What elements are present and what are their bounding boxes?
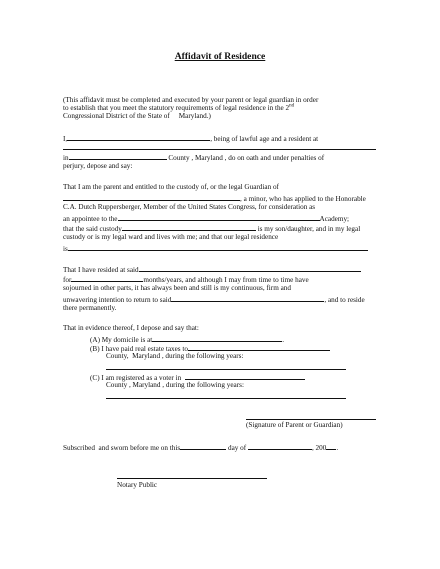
- item-a-suffix: .: [282, 336, 285, 344]
- item-b-prefix: (B) I have paid real estate taxes to: [90, 345, 188, 353]
- intro-line-3b: Maryland.): [178, 112, 211, 120]
- para2-line-6: custody or is my legal ward and lives with me; and that our legal residence: [63, 233, 279, 241]
- para3-l4-prefix: unwavering intention to return to said: [63, 296, 172, 304]
- custody-name-field[interactable]: [122, 223, 256, 231]
- para2-l5-suffix: is my son/daughter, and in my legal: [257, 225, 361, 233]
- tax-county-field[interactable]: [188, 343, 330, 351]
- item-c-sub: County , Maryland , during the following years:: [106, 381, 244, 389]
- para1-line-1: [63, 133, 318, 145]
- signature-field[interactable]: [246, 419, 376, 420]
- duration-field[interactable]: [71, 274, 143, 282]
- para2-l7-prefix: is: [63, 245, 68, 253]
- para2-l2-suffix: , a minor, who has applied to the Honorable: [240, 195, 366, 203]
- para1-line-3: perjury, depose and say:: [63, 162, 133, 170]
- sworn-middle: day of: [227, 444, 247, 452]
- sworn-end: .: [336, 444, 339, 452]
- page-title: Affidavit of Residence: [174, 51, 266, 62]
- para3-l2-prefix: for: [63, 276, 72, 284]
- para2-line-1: That I am the parent and entitled to the custody of, or the legal Guardian of: [63, 183, 279, 191]
- para1-l1-prefix: I,: [63, 135, 68, 143]
- year-field[interactable]: [326, 442, 339, 452]
- para4-line-1: That in evidence thereof, I depose and say that:: [63, 324, 199, 332]
- signature-label: (Signature of Parent or Guardian): [246, 421, 343, 429]
- para2-l5-prefix: that the said custody: [63, 225, 122, 233]
- county-field[interactable]: [69, 152, 167, 160]
- intro-line-2-text: to establish that you meet the statutory requirements of legal residence in the 2: [63, 104, 290, 112]
- intro-line-1: (This affidavit must be completed and executed by your parent or legal guardian in order: [63, 96, 319, 104]
- resided-at-field[interactable]: [139, 264, 361, 272]
- notary-signature-field[interactable]: [117, 478, 267, 479]
- sworn-line: [63, 442, 338, 454]
- tax-years-field[interactable]: [106, 369, 346, 370]
- sworn-prefix: Subscribed and sworn before me on this: [63, 444, 181, 452]
- para1-l2-prefix: in: [63, 154, 69, 162]
- para1-l1-suffix: , being of lawful age and a resident at: [210, 135, 319, 143]
- para1-l2-suffix: County , Maryland , do on oath and under penalties of: [168, 154, 325, 162]
- voter-years-field[interactable]: [106, 398, 346, 399]
- residence-field[interactable]: [68, 243, 368, 251]
- intro-line-3a: Congressional District of the State of: [63, 112, 170, 120]
- return-place-field[interactable]: [171, 294, 324, 302]
- para2-l4-suffix: Academy;: [319, 215, 350, 223]
- academy-field[interactable]: [118, 213, 320, 221]
- para2-l4-prefix: an appointee to the: [63, 215, 118, 223]
- para3-l1-prefix: That I have resided at said: [63, 266, 139, 274]
- para3-l4-suffix: , and to reside: [324, 296, 365, 304]
- sworn-suffix: , 200: [311, 444, 327, 452]
- intro-line-2-sup: nd: [289, 103, 295, 109]
- para3-l2-suffix: months/years, and although I may from time to time have: [143, 276, 309, 284]
- notary-label: Notary Public: [117, 481, 158, 489]
- item-c-prefix: (C) I am registered as a voter in: [90, 374, 182, 382]
- intro-line-3: [63, 112, 211, 122]
- minor-name-field[interactable]: [63, 193, 240, 201]
- day-field[interactable]: [180, 442, 226, 450]
- para3-line-3: sojourned in other parts, it has always been and still is my continuous, firm and: [63, 284, 291, 292]
- para3-line-5: there permanently.: [63, 304, 117, 312]
- para2-line-3: C.A. Dutch Ruppersberger, Member of the United States Congress, for consideration as: [63, 203, 316, 211]
- name-field[interactable]: [67, 133, 210, 141]
- para2-line-7: [63, 243, 368, 255]
- item-a-prefix: (A) My domicile is at: [90, 336, 153, 344]
- domicile-field[interactable]: [152, 334, 285, 344]
- voter-county-field[interactable]: [185, 372, 305, 380]
- month-field[interactable]: [248, 442, 312, 450]
- address-field[interactable]: [63, 149, 376, 150]
- item-b-sub: County, Maryland , during the following years:: [106, 352, 244, 360]
